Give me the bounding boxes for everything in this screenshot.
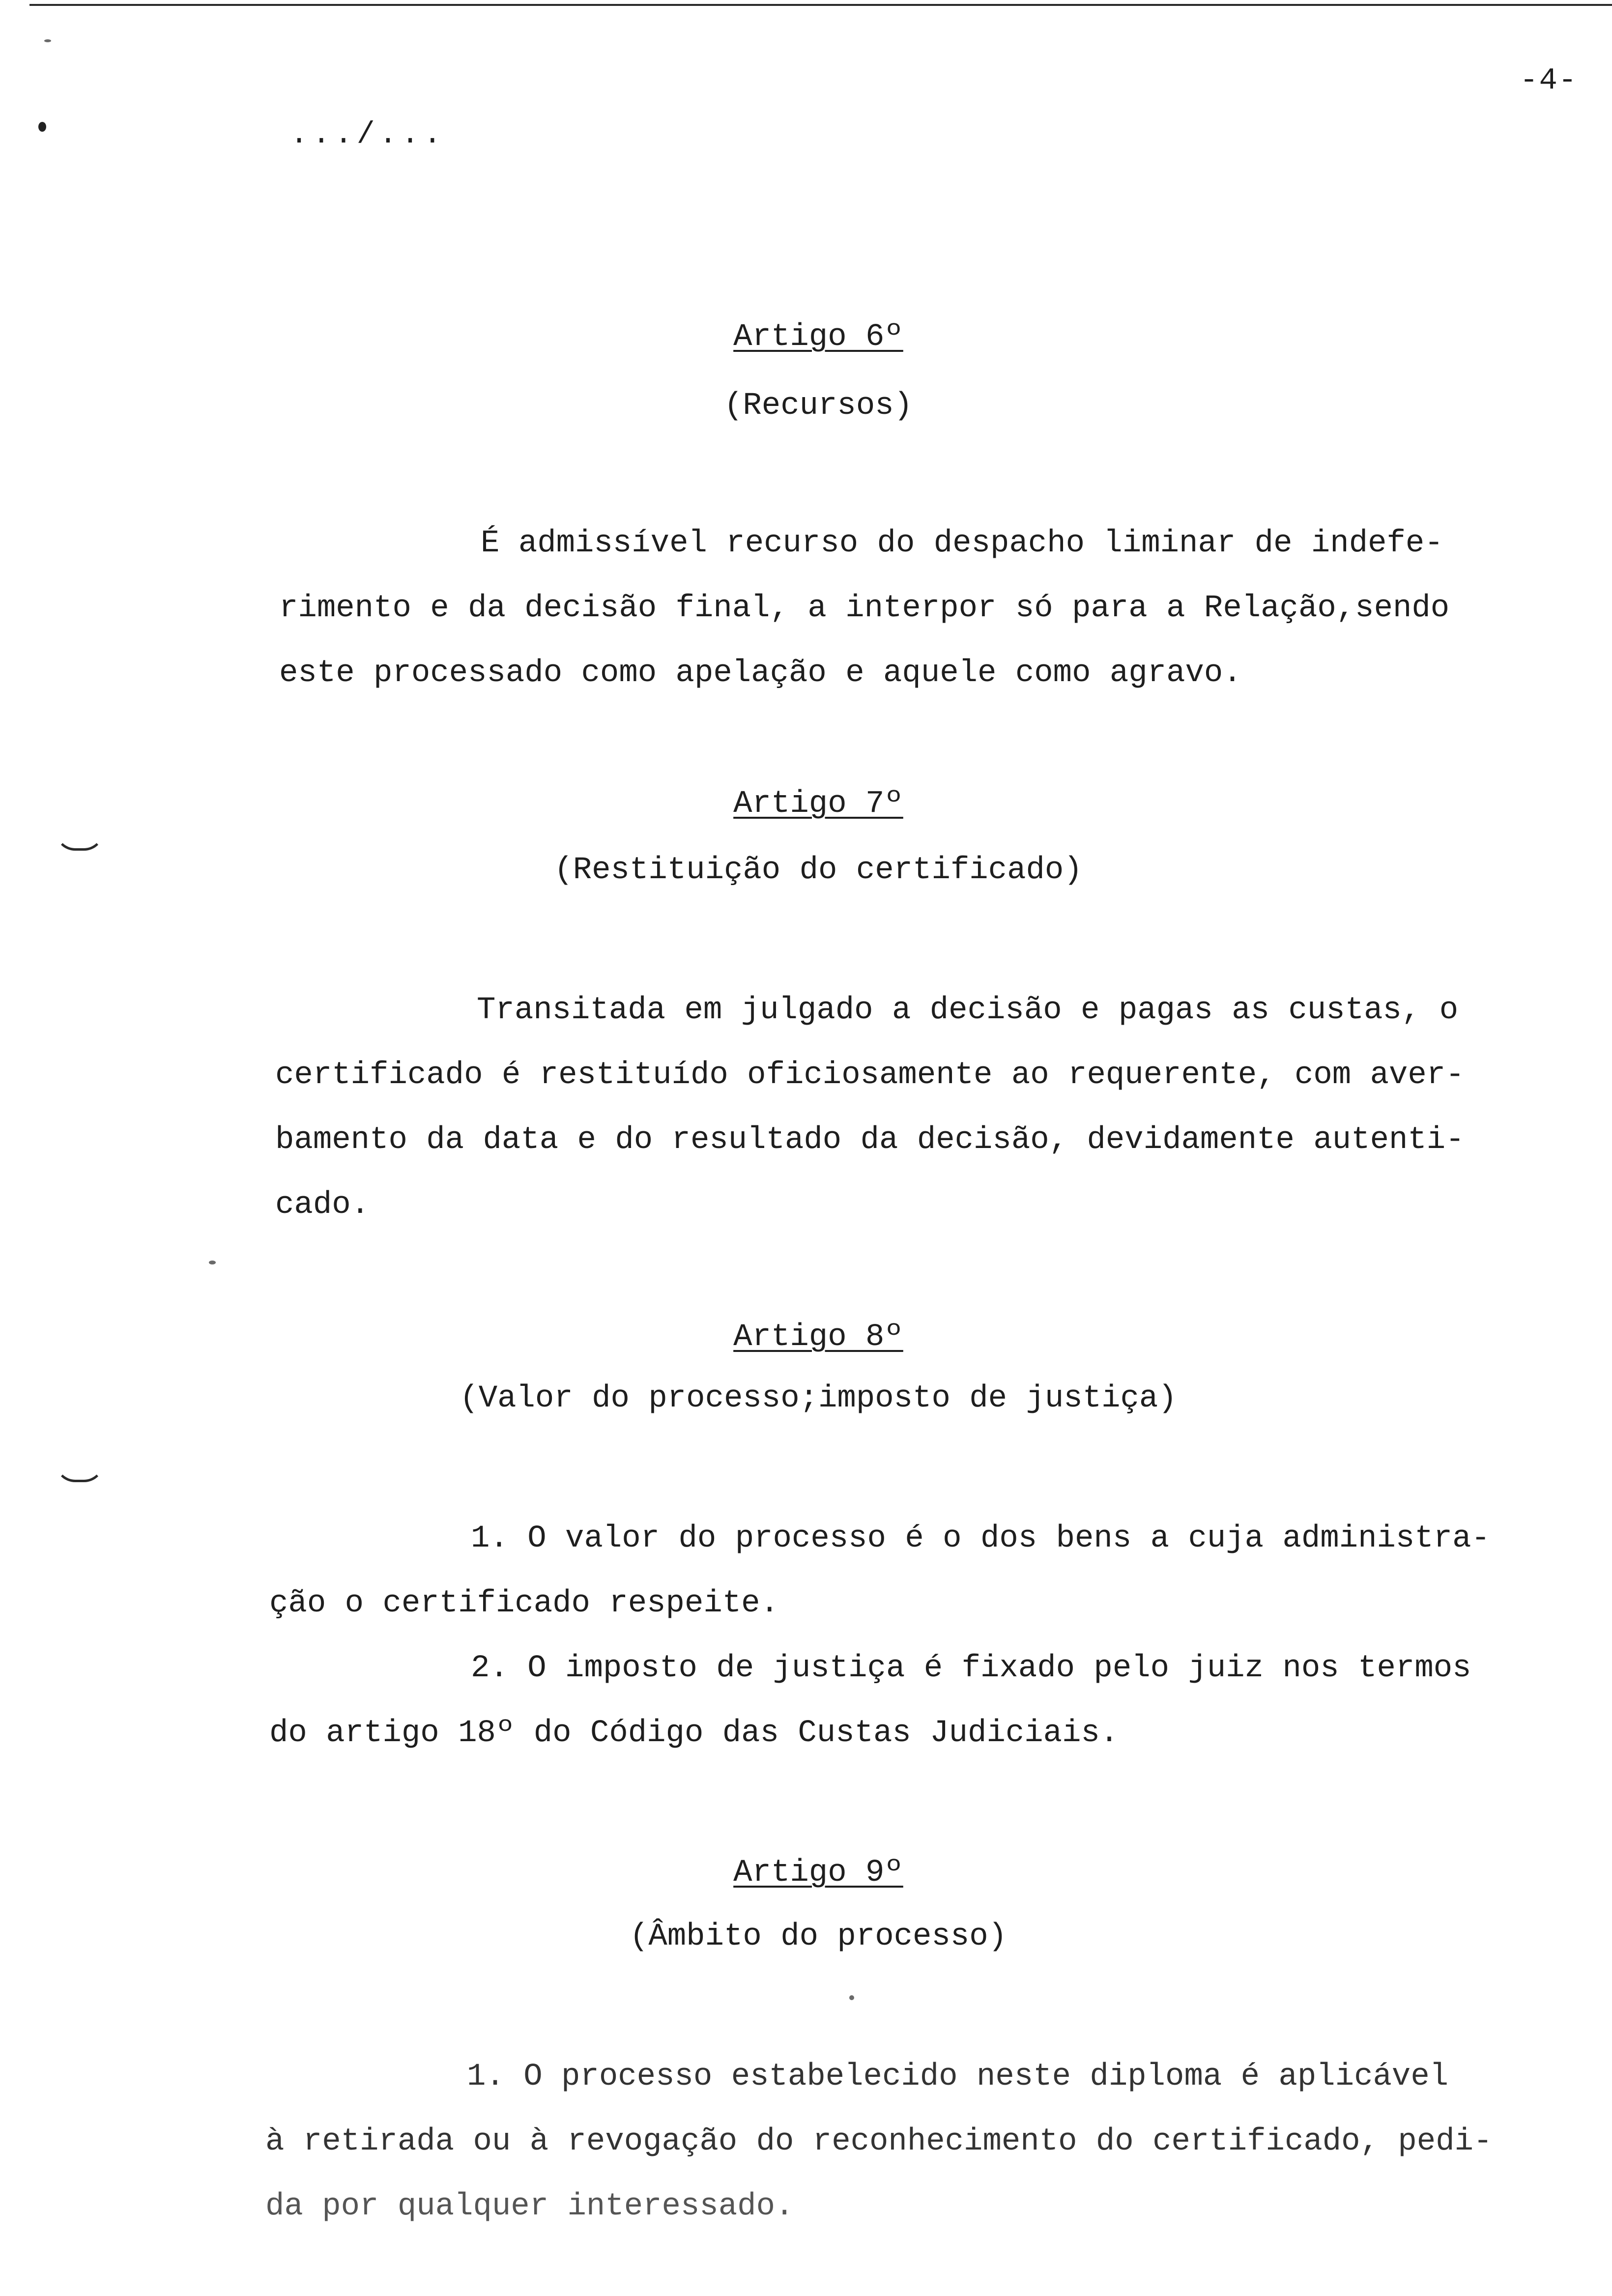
article-6-subtitle: (Recursos) — [723, 388, 913, 424]
article-7-body — [275, 978, 1524, 1237]
article-7-title: Artigo 7º — [733, 786, 903, 822]
page-top-rule — [29, 4, 1612, 6]
article-7-line-4: cado. — [275, 1187, 370, 1223]
article-6-body — [279, 511, 1523, 706]
article-7-subtitle: (Restituição do certificado) — [554, 853, 1083, 888]
scan-speck — [209, 1261, 216, 1264]
page-number: -4- — [1520, 63, 1578, 98]
scan-speck — [38, 122, 46, 132]
article-6-title: Artigo 6º — [733, 319, 903, 355]
article-7-line-1: Transitada em julgado a decisão e pagas as custas, o — [477, 993, 1459, 1028]
article-8-title: Artigo 8º — [733, 1320, 903, 1355]
article-8-line-2: ção o certificado respeite. — [269, 1586, 779, 1621]
article-6-line-3: este processado como apelação e aquele como agravo. — [279, 656, 1242, 691]
article-9-subtitle: (Âmbito do processo) — [629, 1919, 1008, 1954]
article-8-line-4: do artigo 18º do Código das Custas Judiciais. — [269, 1716, 1119, 1751]
continuation-mark: .../... — [290, 117, 446, 152]
article-9-line-2: à retirada ou à revogação do reconhecimento do certificado, pedi- — [265, 2124, 1493, 2159]
article-9-line-3: da por qualquer interessado. — [265, 2189, 794, 2224]
article-6-line-2: rimento e da decisão final, a interpor só para a Relação,sendo — [279, 591, 1450, 626]
article-9-title: Artigo 9º — [733, 1855, 903, 1891]
article-8-line-3: 2. O imposto de justiça é fixado pelo juiz nos termos — [471, 1651, 1471, 1686]
article-9-body — [265, 2044, 1524, 2239]
article-8-subtitle: (Valor do processo;imposto de justiça) — [460, 1381, 1177, 1416]
article-7-line-2: certificado é restituído oficiosamente ao requerente, com aver- — [275, 1058, 1465, 1093]
scan-mark — [55, 831, 104, 851]
article-8-line-1: 1. O valor do processo é o dos bens a cuja administra- — [471, 1521, 1490, 1556]
scan-speck — [849, 1995, 854, 2000]
article-9-line-1: 1. O processo estabelecido neste diploma é aplicável — [467, 2059, 1449, 2095]
scan-speck — [44, 39, 51, 42]
article-7-line-3: bamento da data e do resultado da decisão, devidamente autenti- — [275, 1122, 1465, 1158]
scan-mark — [55, 1462, 104, 1482]
article-8-body — [269, 1506, 1537, 1766]
article-6-line-1: É admissível recurso do despacho liminar de indefe- — [481, 526, 1443, 561]
